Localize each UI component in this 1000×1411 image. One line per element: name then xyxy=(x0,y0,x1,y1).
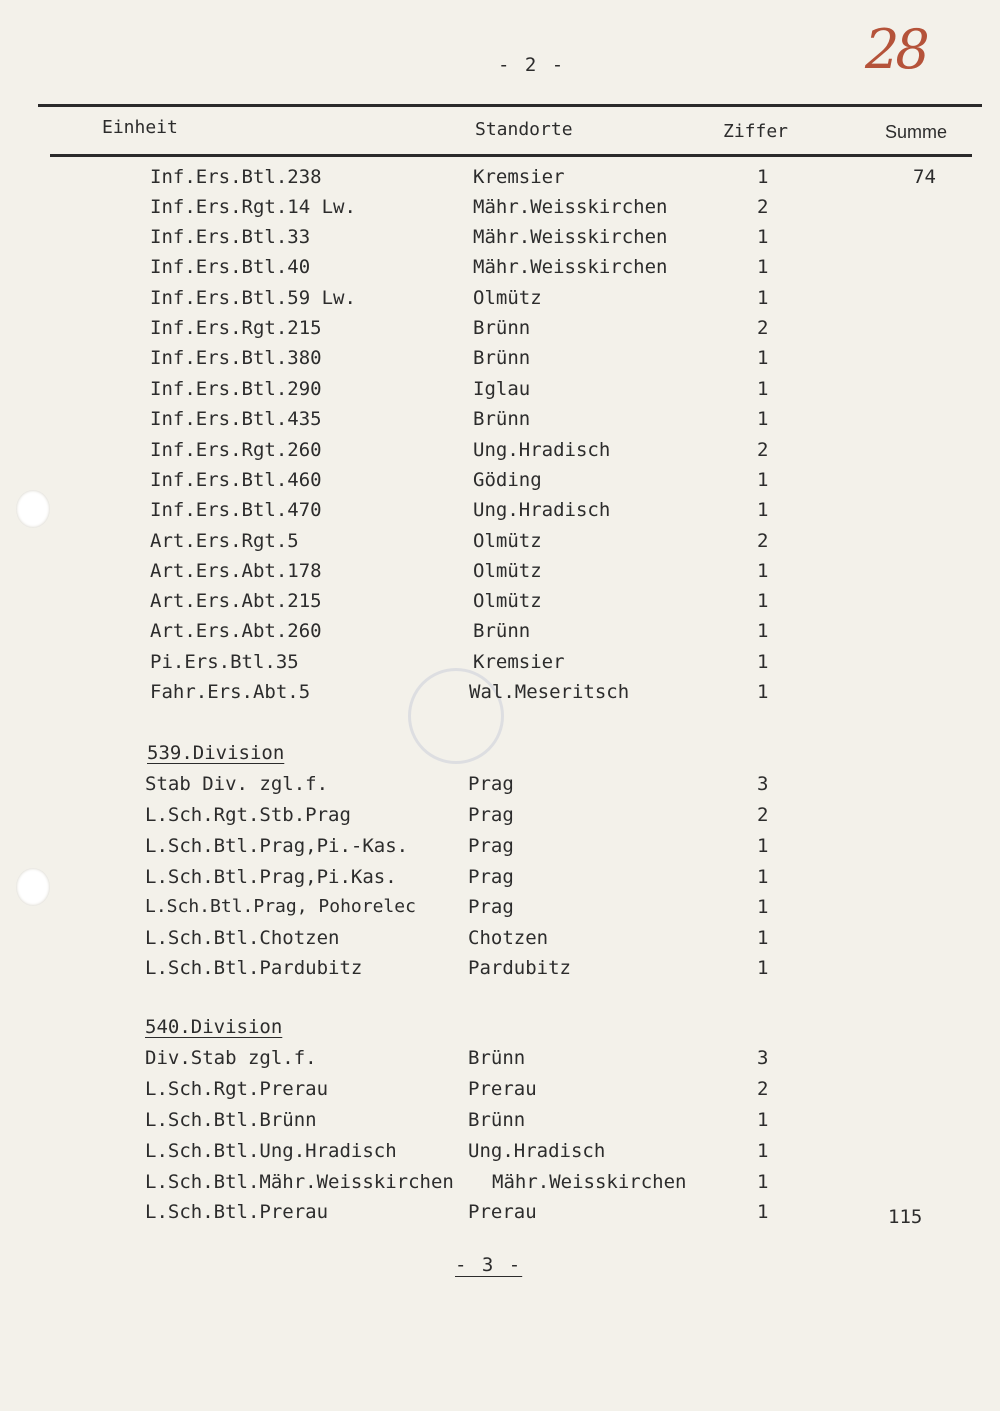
unit-cell: Inf.Ers.Btl.290 xyxy=(150,378,322,400)
count-cell: 1 xyxy=(757,957,769,979)
unit-cell: Inf.Ers.Btl.40 xyxy=(150,256,311,278)
location-cell: Brünn xyxy=(473,317,531,339)
unit-cell: L.Sch.Btl.Brünn xyxy=(145,1109,317,1131)
table-row xyxy=(0,1140,1000,1168)
location-cell: Iglau xyxy=(473,378,531,400)
column-header-sum: Summe xyxy=(885,122,948,142)
header-bottom-rule xyxy=(50,154,972,157)
unit-cell: Art.Ers.Abt.215 xyxy=(150,590,322,612)
count-cell: 1 xyxy=(757,1109,769,1131)
table-row xyxy=(0,866,1000,894)
table-row xyxy=(0,927,1000,955)
location-cell: Prag xyxy=(468,896,514,918)
count-cell: 2 xyxy=(757,196,769,218)
unit-cell: L.Sch.Btl.Prerau xyxy=(145,1201,329,1223)
unit-cell: Div.Stab zgl.f. xyxy=(145,1047,317,1069)
location-cell: Olmütz xyxy=(473,287,542,309)
table-row xyxy=(0,226,1000,254)
count-cell: 1 xyxy=(757,499,769,521)
count-cell: 1 xyxy=(757,408,769,430)
count-cell: 1 xyxy=(757,651,769,673)
count-cell: 1 xyxy=(757,378,769,400)
count-cell: 1 xyxy=(757,1140,769,1162)
unit-cell: Art.Ers.Abt.260 xyxy=(150,620,322,642)
table-row xyxy=(0,1171,1000,1199)
table-row xyxy=(0,469,1000,497)
location-cell: Mähr.Weisskirchen xyxy=(473,256,668,278)
table-row xyxy=(0,1047,1000,1075)
unit-cell: Inf.Ers.Rgt.14 Lw. xyxy=(150,196,356,218)
unit-cell: Inf.Ers.Btl.380 xyxy=(150,347,322,369)
unit-cell: Inf.Ers.Btl.470 xyxy=(150,499,322,521)
location-cell: Ung.Hradisch xyxy=(473,499,611,521)
count-cell: 1 xyxy=(757,166,769,188)
location-cell: Prerau xyxy=(468,1078,537,1100)
unit-cell: L.Sch.Btl.Mähr.Weisskirchen xyxy=(145,1171,454,1193)
location-cell: Mähr.Weisskirchen xyxy=(473,196,668,218)
table-row xyxy=(0,681,1000,709)
unit-cell: L.Sch.Btl.Prag,Pi.Kas. xyxy=(145,866,397,888)
location-cell: Mähr.Weisskirchen xyxy=(492,1171,687,1193)
unit-cell: L.Sch.Btl.Prag,Pi.-Kas. xyxy=(145,835,409,857)
table-row xyxy=(0,804,1000,832)
section-title-540-division: 540.Division xyxy=(145,1016,283,1038)
page-number-top: - 2 - xyxy=(498,54,566,76)
location-cell: Brünn xyxy=(473,408,531,430)
unit-cell: Pi.Ers.Btl.35 xyxy=(150,651,299,673)
count-cell: 2 xyxy=(757,804,769,826)
count-cell: 1 xyxy=(757,226,769,248)
location-cell: Prag xyxy=(468,804,514,826)
location-cell: Prerau xyxy=(468,1201,537,1223)
location-cell: Chotzen xyxy=(468,927,549,949)
unit-cell: Inf.Ers.Rgt.215 xyxy=(150,317,322,339)
table-row xyxy=(0,408,1000,436)
location-cell: Olmütz xyxy=(473,530,542,552)
count-cell: 3 xyxy=(757,1047,769,1069)
count-cell: 1 xyxy=(757,927,769,949)
archive-page-mark: 28 xyxy=(865,18,926,81)
location-cell: Mähr.Weisskirchen xyxy=(473,226,668,248)
location-cell: Olmütz xyxy=(473,560,542,582)
table-row xyxy=(0,957,1000,985)
unit-cell: L.Sch.Btl.Pardubitz xyxy=(145,957,363,979)
unit-cell: Art.Ers.Rgt.5 xyxy=(150,530,299,552)
location-cell: Göding xyxy=(473,469,542,491)
count-cell: 2 xyxy=(757,530,769,552)
table-row xyxy=(0,896,1000,924)
table-row xyxy=(0,1109,1000,1137)
count-cell: 1 xyxy=(757,347,769,369)
unit-cell: Inf.Ers.Btl.435 xyxy=(150,408,322,430)
location-cell: Ung.Hradisch xyxy=(468,1140,606,1162)
next-page-number: - 3 - xyxy=(455,1254,523,1276)
location-cell: Prag xyxy=(468,866,514,888)
location-cell: Wal.Meseritsch xyxy=(469,681,630,703)
unit-cell: Inf.Ers.Btl.33 xyxy=(150,226,311,248)
count-cell: 1 xyxy=(757,590,769,612)
count-cell: 2 xyxy=(757,1078,769,1100)
table-row xyxy=(0,773,1000,801)
unit-cell: Stab Div. zgl.f. xyxy=(145,773,329,795)
count-cell: 1 xyxy=(757,1171,769,1193)
table-row xyxy=(0,347,1000,375)
location-cell: Brünn xyxy=(473,620,531,642)
table-row xyxy=(0,378,1000,406)
table-row xyxy=(0,1201,1000,1229)
table-row xyxy=(0,499,1000,527)
count-cell: 1 xyxy=(757,1201,769,1223)
table-row xyxy=(0,530,1000,558)
location-cell: Olmütz xyxy=(473,590,542,612)
count-cell: 1 xyxy=(757,681,769,703)
table-row xyxy=(0,287,1000,315)
table-row xyxy=(0,196,1000,224)
unit-cell: Inf.Ers.Rgt.260 xyxy=(150,439,322,461)
location-cell: Brünn xyxy=(473,347,531,369)
table-row xyxy=(0,651,1000,679)
unit-cell: Inf.Ers.Btl.59 Lw. xyxy=(150,287,356,309)
location-cell: Brünn xyxy=(468,1109,526,1131)
count-cell: 2 xyxy=(757,317,769,339)
count-cell: 1 xyxy=(757,287,769,309)
count-cell: 1 xyxy=(757,835,769,857)
location-cell: Pardubitz xyxy=(468,957,571,979)
count-cell: 1 xyxy=(757,620,769,642)
section-title-539-division: 539.Division xyxy=(147,742,285,764)
column-header-count: Ziffer xyxy=(723,121,789,142)
unit-cell: L.Sch.Rgt.Prerau xyxy=(145,1078,329,1100)
unit-cell: Inf.Ers.Btl.238 xyxy=(150,166,322,188)
running-sum: 115 xyxy=(888,1206,923,1228)
count-cell: 1 xyxy=(757,469,769,491)
count-cell: 1 xyxy=(757,866,769,888)
location-cell: Brünn xyxy=(468,1047,526,1069)
table-row xyxy=(0,256,1000,284)
location-cell: Kremsier xyxy=(473,166,565,188)
count-cell: 2 xyxy=(757,439,769,461)
table-row xyxy=(0,166,1000,194)
count-cell: 1 xyxy=(757,560,769,582)
count-cell: 1 xyxy=(757,896,769,918)
table-row xyxy=(0,439,1000,467)
unit-cell: Inf.Ers.Btl.460 xyxy=(150,469,322,491)
sum-cell: 74 xyxy=(913,166,936,188)
table-row xyxy=(0,620,1000,648)
unit-cell: L.Sch.Btl.Chotzen xyxy=(145,927,340,949)
column-header-unit: Einheit xyxy=(102,117,178,138)
location-cell: Prag xyxy=(468,835,514,857)
location-cell: Kremsier xyxy=(473,651,565,673)
table-row xyxy=(0,1078,1000,1106)
table-row xyxy=(0,590,1000,618)
header-top-rule xyxy=(38,104,982,107)
count-cell: 3 xyxy=(757,773,769,795)
column-header-location: Standorte xyxy=(475,119,573,140)
table-row xyxy=(0,560,1000,588)
location-cell: Prag xyxy=(468,773,514,795)
count-cell: 1 xyxy=(757,256,769,278)
unit-cell: Art.Ers.Abt.178 xyxy=(150,560,322,582)
table-row xyxy=(0,317,1000,345)
unit-cell: L.Sch.Btl.Ung.Hradisch xyxy=(145,1140,397,1162)
location-cell: Ung.Hradisch xyxy=(473,439,611,461)
unit-cell: L.Sch.Rgt.Stb.Prag xyxy=(145,804,351,826)
table-row xyxy=(0,835,1000,863)
unit-cell: L.Sch.Btl.Prag, Pohorelec xyxy=(145,896,416,917)
unit-cell: Fahr.Ers.Abt.5 xyxy=(150,681,311,703)
